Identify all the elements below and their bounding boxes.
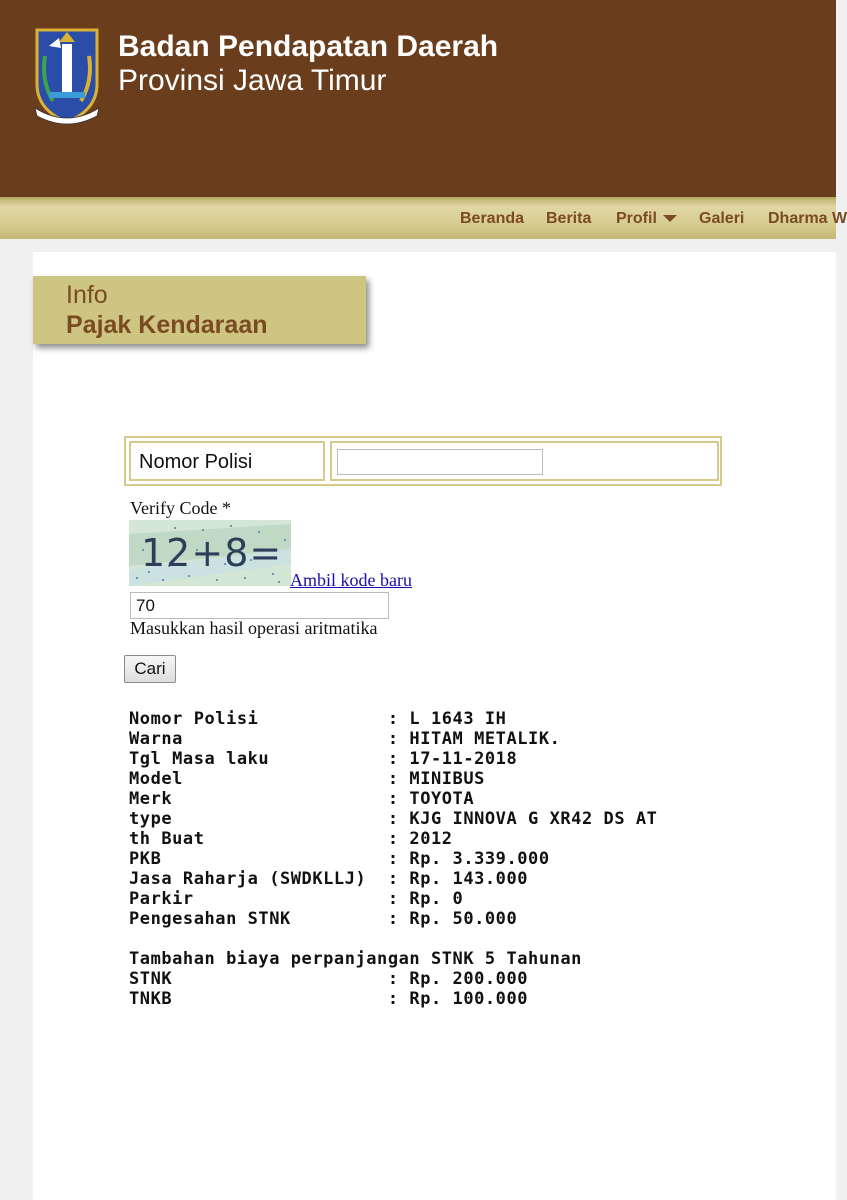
captcha-image <box>129 520 291 586</box>
captcha-hint: Masukkan hasil operasi aritmatika <box>130 618 378 638</box>
nav-item-profil-label: Profil <box>616 210 657 227</box>
nomor-polisi-input[interactable] <box>337 449 543 475</box>
site-title: Badan Pendapatan Daerah <box>118 30 499 63</box>
nav-item-beranda[interactable]: Beranda <box>460 210 525 227</box>
nomor-polisi-input-cell <box>330 441 719 481</box>
captcha-text: 12+8= <box>141 531 283 575</box>
captcha-answer-input[interactable] <box>130 592 389 619</box>
page-title: Pajak Kendaraan <box>66 311 268 339</box>
verify-code-label: Verify Code * <box>130 498 231 518</box>
refresh-captcha-link[interactable]: Ambil kode baru <box>290 570 412 590</box>
nav-item-dharma-wanita[interactable]: Dharma W <box>768 210 847 227</box>
nomor-polisi-label: Nomor Polisi <box>139 451 253 473</box>
site-subtitle: Provinsi Jawa Timur <box>118 64 387 97</box>
nav-item-berita[interactable]: Berita <box>546 210 592 227</box>
main-navigation <box>0 197 847 239</box>
chevron-down-icon <box>663 215 677 222</box>
vehicle-tax-result: Nomor Polisi : L 1643 IH Warna : HITAM METALIK. Tgl Masa laku : 17-11-2018 Model : MINIBUS Merk : TOYOTA type : KJG INNOVA G XR42 DS AT th Buat : 2012 PKB : Rp. 3.339.000 Jasa Raharja (SWDKLLJ) : Rp. 143.000 Parkir : Rp. 0 Pengesahan STNK : Rp. 50.000 Tambahan biaya perpanjangan STNK 5 Tahunan STNK : Rp. 200.000 TNKB : Rp. 100.000 <box>129 709 658 1009</box>
nav-item-galeri[interactable]: Galeri <box>699 210 745 227</box>
page-title-prefix: Info <box>66 281 108 309</box>
search-button[interactable]: Cari <box>124 655 176 683</box>
site-header <box>0 0 836 197</box>
main-content <box>33 252 836 1200</box>
nav-item-profil[interactable] <box>616 210 677 228</box>
nomor-polisi-table <box>124 436 722 486</box>
page-title-box <box>33 276 366 344</box>
coat-of-arms-logo <box>31 26 103 126</box>
nomor-polisi-cell <box>129 441 325 481</box>
